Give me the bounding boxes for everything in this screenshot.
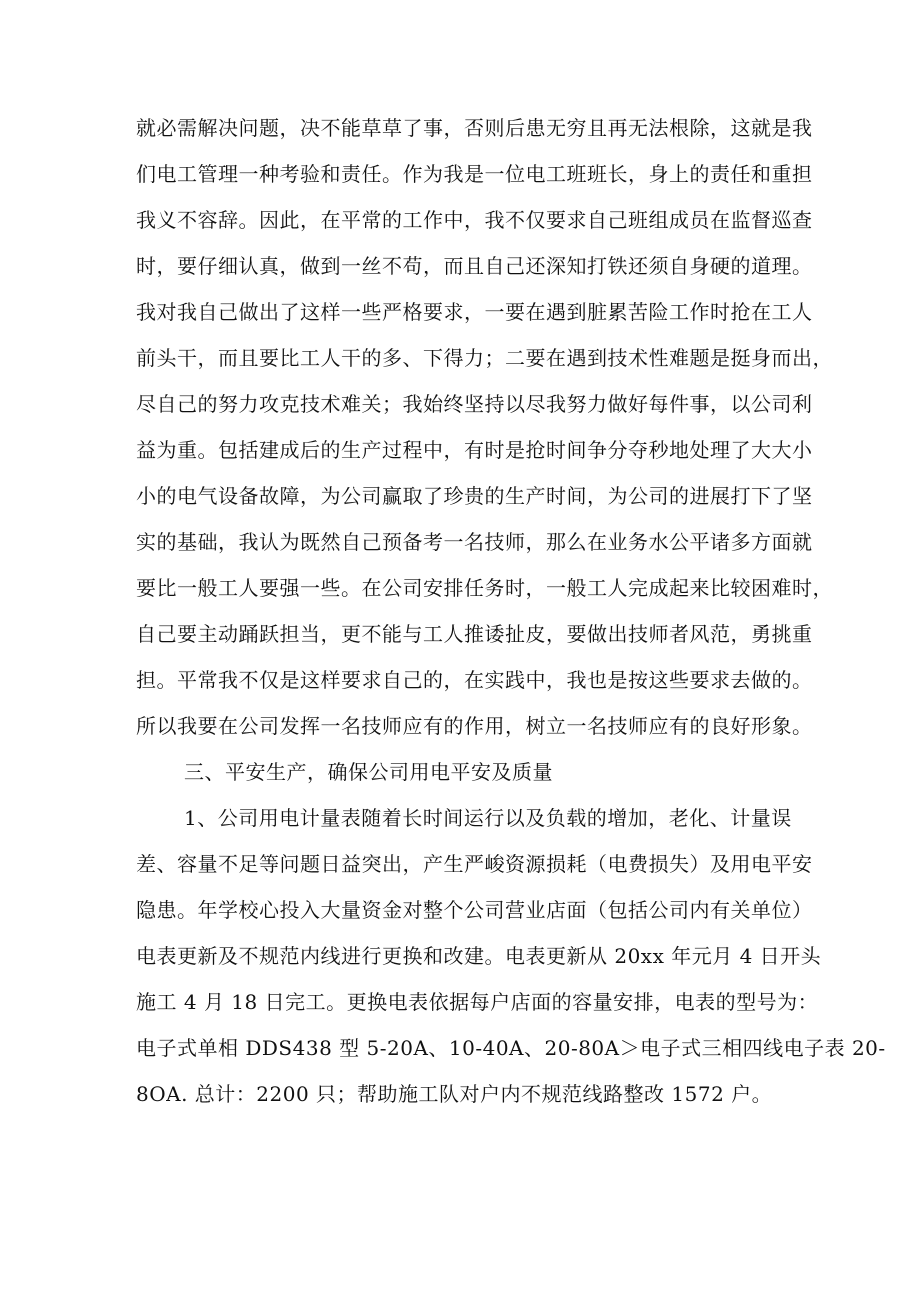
paragraph-line: 就必需解决问题，决不能草草了事，否则后患无穷且再无法根除，这就是我 [136,116,813,140]
paragraph-line: 时，要仔细认真，做到一丝不苟，而且自己还深知打铁还须自身硬的道理。 [136,254,813,278]
paragraph-line: 益为重。包括建成后的生产过程中，有时是抢时间争分夺秒地处理了大大小 [136,438,813,462]
paragraph-line: 实的基础，我认为既然自己预备考一名技师，那么在业务水公平诸多方面就 [136,530,813,554]
item-line: 隐患。年学校心投入大量资金对整个公司营业店面（包括公司内有关单位） [136,898,813,922]
paragraph-line: 前头干，而且要比工人干的多、下得力；二要在遇到技术性难题是挺身而出， [136,346,833,370]
paragraph-line: 我对我自己做出了这样一些严格要求，一要在遇到脏累苦险工作时抢在工人 [136,300,813,324]
paragraph-line: 我义不容辞。因此，在平常的工作中，我不仅要求自己班组成员在监督巡查 [136,208,813,232]
paragraph-line: 所以我要在公司发挥一名技师应有的作用，树立一名技师应有的良好形象。 [136,714,813,738]
paragraph-line: 小的电气设备故障，为公司赢取了珍贵的生产时间，为公司的进展打下了坚 [136,484,813,508]
paragraph-line: 自己要主动踊跃担当，更不能与工人推诿扯皮，要做出技师者风范，勇挑重 [136,622,813,646]
item-line: 电子式单相 DDS438 型 5-20A、10-40A、20-80A＞电子式三相四线电子表 20- [136,1036,886,1060]
item-line: 电表更新及不规范内线进行更换和改建。电表更新从 20xx 年元月 4 日开头 [136,944,822,968]
item-line: 施工 4 月 18 日完工。更换电表依据每户店面的容量安排，电表的型号为： [136,990,819,1014]
item-line: 1、公司用电计量表随着长时间运行以及负载的增加，老化、计量误 [184,806,792,830]
paragraph-line: 尽自己的努力攻克技术难关；我始终坚持以尽我努力做好每件事，以公司利 [136,392,813,416]
item-line: 8OA. 总计：2200 只；帮助施工队对户内不规范线路整改 1572 户。 [136,1082,773,1106]
item-line: 差、容量不足等问题日益突出，产生严峻资源损耗（电费损失）及用电平安 [136,852,813,876]
section-heading: 三、平安生产，确保公司用电平安及质量 [184,760,553,784]
paragraph-line: 们电工管理一种考验和责任。作为我是一位电工班班长，身上的责任和重担 [136,162,813,186]
paragraph-line: 要比一般工人要强一些。在公司安排任务时，一般工人完成起来比较困难时， [136,576,833,600]
paragraph-line: 担。平常我不仅是这样要求自己的，在实践中，我也是按这些要求去做的。 [136,668,813,692]
